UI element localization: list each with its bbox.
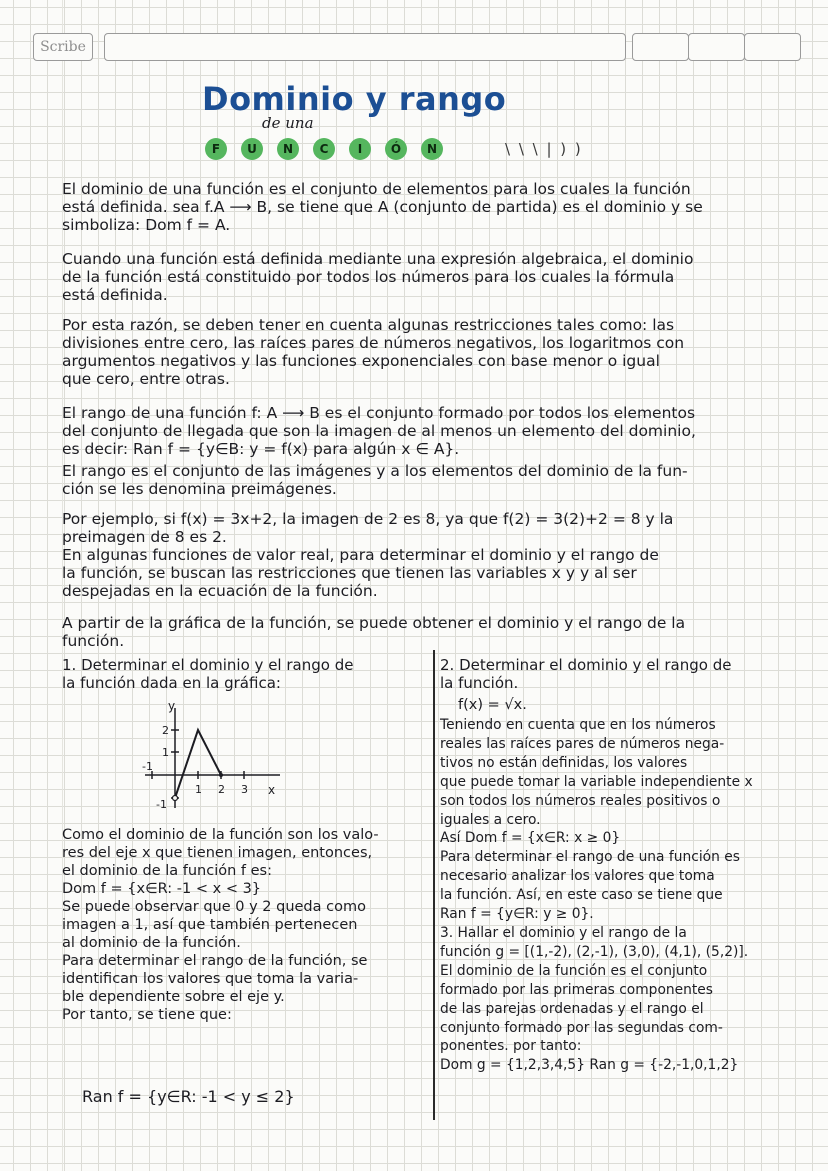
text-line: son todos los números reales positivos o — [440, 792, 721, 809]
exercise-2-3-solution — [440, 716, 753, 1075]
graph-label-y: y — [168, 700, 176, 713]
exercise-2-formula: f(x) = √x. — [458, 697, 527, 713]
text-line: reales las raíces pares de números nega- — [440, 735, 725, 752]
header-field-1 — [632, 33, 689, 61]
text-line: El dominio de la función es el conjunto — [440, 962, 708, 979]
page-title: Dominio y rango — [202, 80, 507, 118]
text-line: está definida. sea f.A ⟶ B, se tiene que A (conjunto de partida) es el dominio y se — [62, 198, 703, 216]
paragraph-preimages — [62, 462, 688, 498]
text-line: Dom f = {x∈R: -1 < x < 3} — [62, 881, 262, 897]
text-line: Por tanto, se tiene que: — [62, 1007, 232, 1023]
text-line: Por ejemplo, si f(x) = 3x+2, la imagen de 2 es 8, ya que f(2) = 3(2)+2 = 8 y la — [62, 510, 674, 528]
paragraph-restrictions — [62, 316, 684, 388]
text-line: es decir: Ran f = {y∈B: y = f(x) para algún x ∈ A}. — [62, 440, 460, 458]
text-line: Así Dom f = {x∈R: x ≥ 0} — [440, 830, 621, 847]
paragraph-graph — [62, 614, 685, 650]
text-line: formado por las primeras componentes — [440, 981, 713, 998]
header-field-2 — [688, 33, 745, 61]
text-line: de las parejas ordenadas y el rango el — [440, 1000, 704, 1017]
graph-label-y2: 2 — [162, 724, 169, 737]
letter-dot: N — [421, 138, 443, 160]
graph-label-xneg1: -1 — [142, 760, 153, 773]
text-line: identifican los valores que toma la varia- — [62, 971, 359, 987]
text-line: la función dada en la gráfica: — [62, 674, 281, 692]
text-line: ponentes. por tanto: — [440, 1038, 582, 1055]
text-line: El rango es el conjunto de las imágenes y a los elementos del dominio de la fun- — [62, 462, 688, 480]
text-line: El dominio de una función es el conjunto de elementos para los cuales la función — [62, 180, 691, 198]
text-line: el dominio de la función f es: — [62, 863, 272, 879]
title-scribble: \ \ \ | ) ) — [505, 140, 583, 158]
text-line: Se puede observar que 0 y 2 queda como — [62, 899, 366, 915]
text-line: al dominio de la función. — [62, 935, 241, 951]
letter-dot: N — [277, 138, 299, 160]
function-graph — [140, 700, 290, 815]
letter-dot: C — [313, 138, 335, 160]
paragraph-example — [62, 510, 673, 546]
text-line: 2. Determinar el dominio y el rango de — [440, 656, 732, 674]
graph-label-x1: 1 — [195, 783, 202, 796]
text-line: conjunto formado por las segundas com- — [440, 1019, 723, 1036]
graph-label-y1: 1 — [162, 746, 169, 759]
open-point-start — [173, 796, 178, 801]
text-line: Teniendo en cuenta que en los números — [440, 717, 716, 733]
header-field-3 — [744, 33, 801, 61]
text-line: la función. Así, en este caso se tiene que — [440, 887, 723, 904]
text-line: de la función está constituido por todos los números para los cuales la fórmula — [62, 268, 675, 286]
text-line: argumentos negativos y las funciones exponenciales con base menor o igual — [62, 352, 660, 370]
point-on-axis — [219, 773, 223, 777]
text-line: 3. Hallar el dominio y el rango de la — [440, 924, 687, 941]
text-line: ción se les denomina preimágenes. — [62, 480, 337, 498]
text-line: tivos no están definidas, los valores — [440, 754, 688, 771]
text-line: función. — [62, 632, 125, 650]
exercise-1-range-result: Ran f = {y∈R: -1 < y ≤ 2} — [82, 1087, 295, 1106]
graph-label-x3: 3 — [241, 783, 248, 796]
text-line: Cuando una función está definida mediante una expresión algebraica, el dominio — [62, 250, 694, 268]
text-line: Por esta razón, se deben tener en cuenta algunas restricciones tales como: las — [62, 316, 675, 334]
text-line: El rango de una función f: A ⟶ B es el conjunto formado por todos los elementos — [62, 404, 696, 422]
text-line: 1. Determinar el dominio y el rango de — [62, 656, 354, 674]
text-line: imagen a 1, así que también pertenecen — [62, 917, 358, 933]
text-line: simboliza: Dom f = A. — [62, 216, 231, 234]
text-line: que puede tomar la variable independiente x — [440, 773, 753, 790]
exercise-1-heading — [62, 656, 353, 692]
column-divider — [433, 650, 435, 1120]
letter-dot: F — [205, 138, 227, 160]
text-line: despejadas en la ecuación de la función. — [62, 582, 378, 600]
text-line: iguales a cero. — [440, 811, 541, 828]
paragraph-algebraic-expression — [62, 250, 693, 304]
text-line: que cero, entre otras. — [62, 370, 230, 388]
exercise-2-heading — [440, 656, 731, 692]
letter-dot: Ó — [385, 138, 407, 160]
text-line: función g = [(1,-2), (2,-1), (3,0), (4,1), (5,2)]. — [440, 943, 749, 960]
text-line: Ran f = {y∈R: y ≥ 0}. — [440, 906, 594, 923]
text-line: la función. — [440, 674, 519, 692]
text-line: del conjunto de llegada que son la imagen de al menos un elemento del dominio, — [62, 422, 696, 440]
title-letter-dots — [205, 138, 457, 160]
text-line: Para determinar el rango de una función es — [440, 849, 740, 866]
text-line: la función, se buscan las restricciones que tienen las variables x y y al ser — [62, 564, 637, 582]
text-line: necesario analizar los valores que toma — [440, 868, 715, 885]
text-line: res del eje x que tienen imagen, entonces, — [62, 845, 373, 861]
text-line: ble dependiente sobre el eje y. — [62, 989, 285, 1005]
letter-dot: U — [241, 138, 263, 160]
text-line: Como el dominio de la función son los valo- — [62, 827, 379, 843]
text-line: A partir de la gráfica de la función, se puede obtener el dominio y el rango de la — [62, 614, 686, 632]
graph-label-x: x — [268, 783, 276, 797]
text-line: preimagen de 8 es 2. — [62, 528, 227, 546]
page-subtitle: de una — [262, 114, 314, 132]
header-field-title — [104, 33, 626, 61]
brand-label: Scribe — [33, 33, 93, 61]
graph-label-x2: 2 — [218, 783, 225, 796]
text-line: Dom g = {1,2,3,4,5} Ran g = {-2,-1,0,1,2} — [440, 1057, 739, 1074]
text-line: Para determinar el rango de la función, se — [62, 953, 368, 969]
paragraph-range-definition — [62, 404, 696, 458]
paragraph-domain-definition — [62, 180, 703, 234]
text-line: está definida. — [62, 286, 168, 304]
graph-label-yneg1: -1 — [156, 798, 167, 811]
exercise-1-solution — [62, 826, 379, 1024]
paragraph-real-functions — [62, 546, 659, 600]
text-line: divisiones entre cero, las raíces pares de números negativos, los logaritmos con — [62, 334, 685, 352]
text-line: En algunas funciones de valor real, para determinar el dominio y el rango de — [62, 546, 659, 564]
letter-dot: I — [349, 138, 371, 160]
